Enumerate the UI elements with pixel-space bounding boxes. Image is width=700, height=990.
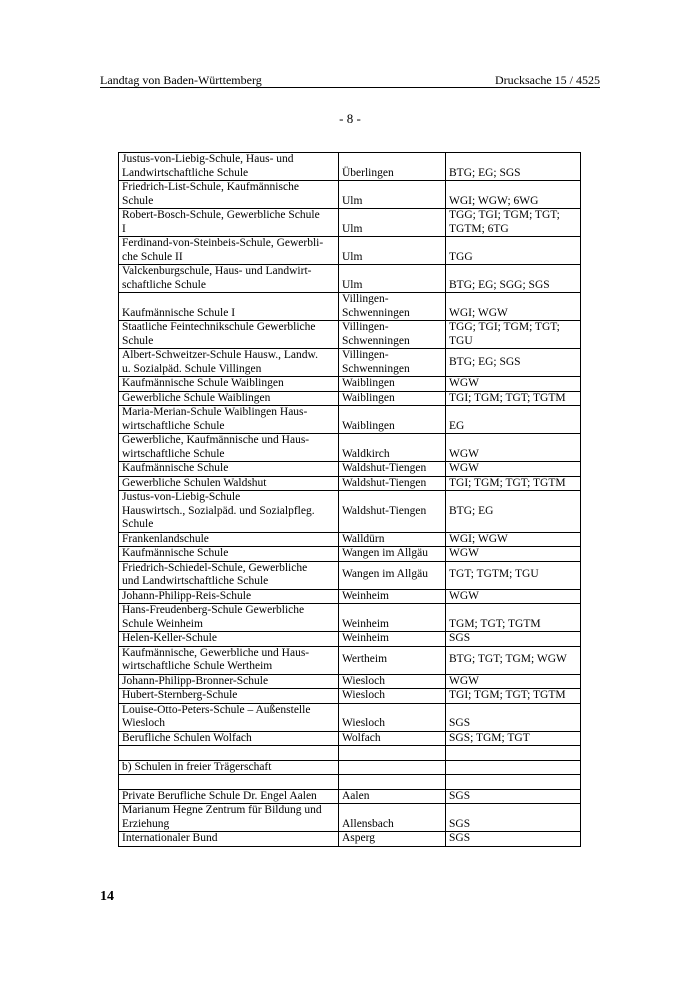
table-row <box>119 703 581 731</box>
table-row <box>119 832 581 847</box>
table-row <box>119 746 581 761</box>
school-name-cell: Helen-Keller-Schule <box>119 632 339 647</box>
location-cell: Wiesloch <box>339 703 446 731</box>
school-name-cell: Kaufmännische Schule Waiblingen <box>119 377 339 392</box>
school-name-cell: Ferdinand-von-Steinbeis-Schule, Gewerbli- che Schule II <box>119 237 339 265</box>
table-row <box>119 377 581 392</box>
school-name-cell: Frankenlandschule <box>119 532 339 547</box>
school-name-cell: Staatliche Feintechnikschule Gewerbliche Schule <box>119 321 339 349</box>
page-header <box>100 72 600 88</box>
location-cell: Waiblingen <box>339 406 446 434</box>
location-cell: Wiesloch <box>339 689 446 704</box>
table-row <box>119 589 581 604</box>
programs-cell: SGS <box>446 804 581 832</box>
school-name-cell: Friedrich-List-Schule, Kaufmännische Schule <box>119 181 339 209</box>
school-name-cell: Robert-Bosch-Schule, Gewerbliche Schule I <box>119 209 339 237</box>
school-name-cell: Albert-Schweitzer-Schule Hausw., Landw. u. Sozialpäd. Schule Villingen <box>119 349 339 377</box>
programs-cell: SGS <box>446 632 581 647</box>
table-row <box>119 462 581 477</box>
location-cell: Wertheim <box>339 646 446 674</box>
programs-cell: WGW <box>446 674 581 689</box>
programs-cell: BTG; EG; SGS <box>446 349 581 377</box>
programs-cell <box>446 760 581 775</box>
page-number: - 8 - <box>339 111 361 126</box>
school-name-cell: Louise-Otto-Peters-Schule – Außenstelle Wiesloch <box>119 703 339 731</box>
location-cell <box>339 746 446 761</box>
school-name-cell: Justus-von-Liebig-Schule, Haus- und Landwirtschaftliche Schule <box>119 153 339 181</box>
school-name-cell <box>119 746 339 761</box>
location-cell: Walldürn <box>339 532 446 547</box>
programs-cell: BTG; TGT; TGM; WGW <box>446 646 581 674</box>
school-name-cell: Hubert-Sternberg-Schule <box>119 689 339 704</box>
table-row <box>119 476 581 491</box>
school-name-cell: Justus-von-Liebig-Schule Hauswirtsch., Sozialpäd. und Sozialpfleg. Schule <box>119 491 339 533</box>
programs-cell: SGS <box>446 789 581 804</box>
table-row <box>119 237 581 265</box>
table-row <box>119 434 581 462</box>
programs-cell: BTG; EG <box>446 491 581 533</box>
table-row <box>119 561 581 589</box>
location-cell: Waldshut-Tiengen <box>339 491 446 533</box>
school-name-cell: Maria-Merian-Schule Waiblingen Haus- wirtschaftliche Schule <box>119 406 339 434</box>
programs-cell: TGI; TGM; TGT; TGTM <box>446 391 581 406</box>
school-name-cell: Johann-Philipp-Bronner-Schule <box>119 674 339 689</box>
table-row <box>119 674 581 689</box>
table-row <box>119 775 581 790</box>
school-name-cell: Hans-Freudenberg-Schule Gewerbliche Schule Weinheim <box>119 604 339 632</box>
programs-cell: WGI; WGW <box>446 293 581 321</box>
school-name-cell: b) Schulen in freier Trägerschaft <box>119 760 339 775</box>
programs-cell: TGM; TGT; TGTM <box>446 604 581 632</box>
location-cell: Waldshut-Tiengen <box>339 476 446 491</box>
table-row <box>119 547 581 562</box>
table-row <box>119 209 581 237</box>
programs-cell: WGI; WGW; 6WG <box>446 181 581 209</box>
location-cell: Wolfach <box>339 731 446 746</box>
location-cell: Ulm <box>339 237 446 265</box>
schools-table-body <box>119 153 581 847</box>
school-name-cell: Kaufmännische Schule <box>119 462 339 477</box>
school-name-cell: Gewerbliche, Kaufmännische und Haus- wirtschaftliche Schule <box>119 434 339 462</box>
table-row <box>119 760 581 775</box>
location-cell: Wiesloch <box>339 674 446 689</box>
programs-cell: EG <box>446 406 581 434</box>
location-cell: Weinheim <box>339 604 446 632</box>
table-row <box>119 181 581 209</box>
school-name-cell: Private Berufliche Schule Dr. Engel Aalen <box>119 789 339 804</box>
programs-cell: TGG <box>446 237 581 265</box>
table-row <box>119 731 581 746</box>
location-cell: Ulm <box>339 181 446 209</box>
location-cell: Villingen- Schwenningen <box>339 321 446 349</box>
school-name-cell: Kaufmännische Schule I <box>119 293 339 321</box>
header-left: Landtag von Baden-Württemberg <box>100 73 262 87</box>
programs-cell: WGI; WGW <box>446 532 581 547</box>
location-cell: Weinheim <box>339 589 446 604</box>
location-cell: Asperg <box>339 832 446 847</box>
programs-cell: WGW <box>446 547 581 562</box>
table-row <box>119 604 581 632</box>
table-row <box>119 153 581 181</box>
school-name-cell: Friedrich-Schiedel-Schule, Gewerbliche und Landwirtschaftliche Schule <box>119 561 339 589</box>
header-right: Drucksache 15 / 4525 <box>495 73 600 87</box>
table-row <box>119 632 581 647</box>
programs-cell: WGW <box>446 434 581 462</box>
school-name-cell: Gewerbliche Schulen Waldshut <box>119 476 339 491</box>
location-cell <box>339 775 446 790</box>
programs-cell: BTG; EG; SGS <box>446 153 581 181</box>
location-cell: Ulm <box>339 265 446 293</box>
school-name-cell: Kaufmännische, Gewerbliche und Haus- wirtschaftliche Schule Wertheim <box>119 646 339 674</box>
school-name-cell: Internationaler Bund <box>119 832 339 847</box>
programs-cell: TGG; TGI; TGM; TGT; TGTM; 6TG <box>446 209 581 237</box>
table-row <box>119 391 581 406</box>
school-name-cell: Johann-Philipp-Reis-Schule <box>119 589 339 604</box>
programs-cell <box>446 746 581 761</box>
table-row <box>119 321 581 349</box>
programs-cell: SGS; TGM; TGT <box>446 731 581 746</box>
location-cell: Waiblingen <box>339 391 446 406</box>
location-cell: Ulm <box>339 209 446 237</box>
location-cell: Villingen- Schwenningen <box>339 293 446 321</box>
location-cell: Überlingen <box>339 153 446 181</box>
table-row <box>119 265 581 293</box>
programs-cell: BTG; EG; SGG; SGS <box>446 265 581 293</box>
table-row <box>119 689 581 704</box>
table-row <box>119 293 581 321</box>
programs-cell: WGW <box>446 462 581 477</box>
location-cell: Waldshut-Tiengen <box>339 462 446 477</box>
table-row <box>119 646 581 674</box>
schools-table <box>118 152 581 847</box>
location-cell: Weinheim <box>339 632 446 647</box>
programs-cell: TGT; TGTM; TGU <box>446 561 581 589</box>
programs-cell: TGI; TGM; TGT; TGTM <box>446 476 581 491</box>
location-cell: Allensbach <box>339 804 446 832</box>
footer-page-number: 14 <box>100 889 114 904</box>
programs-cell: WGW <box>446 589 581 604</box>
programs-cell: TGG; TGI; TGM; TGT; TGU <box>446 321 581 349</box>
header-rule <box>100 87 600 88</box>
location-cell <box>339 760 446 775</box>
school-name-cell: Berufliche Schulen Wolfach <box>119 731 339 746</box>
table-row <box>119 491 581 533</box>
location-cell: Waldkirch <box>339 434 446 462</box>
school-name-cell: Kaufmännische Schule <box>119 547 339 562</box>
programs-cell: SGS <box>446 832 581 847</box>
table-row <box>119 804 581 832</box>
location-cell: Waiblingen <box>339 377 446 392</box>
school-name-cell <box>119 775 339 790</box>
programs-cell: SGS <box>446 703 581 731</box>
programs-cell <box>446 775 581 790</box>
table-row <box>119 406 581 434</box>
programs-cell: TGI; TGM; TGT; TGTM <box>446 689 581 704</box>
location-cell: Wangen im Allgäu <box>339 547 446 562</box>
school-name-cell: Marianum Hegne Zentrum für Bildung und Erziehung <box>119 804 339 832</box>
programs-cell: WGW <box>446 377 581 392</box>
school-name-cell: Gewerbliche Schule Waiblingen <box>119 391 339 406</box>
table-row <box>119 789 581 804</box>
table-row <box>119 532 581 547</box>
school-name-cell: Valckenburgschule, Haus- und Landwirt- schaftliche Schule <box>119 265 339 293</box>
location-cell: Wangen im Allgäu <box>339 561 446 589</box>
location-cell: Aalen <box>339 789 446 804</box>
location-cell: Villingen- Schwenningen <box>339 349 446 377</box>
table-row <box>119 349 581 377</box>
